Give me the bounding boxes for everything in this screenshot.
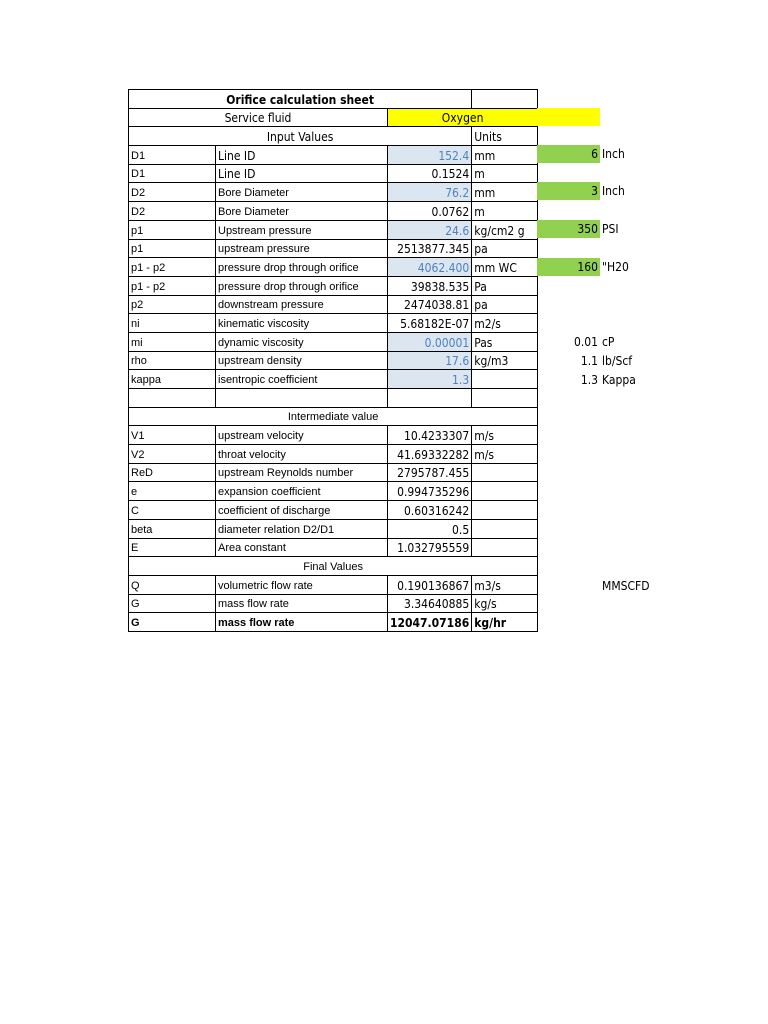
table-row (129, 220, 538, 239)
symbol-cell[interactable]: ni (129, 314, 216, 333)
table-row (129, 332, 538, 351)
value-cell[interactable]: 17.6 (388, 351, 472, 370)
description-cell[interactable]: volumetric flow rate (216, 575, 388, 594)
table-row (129, 202, 538, 221)
cp-unit: cP (602, 335, 615, 349)
empty-cell[interactable] (216, 389, 388, 408)
sheet-title[interactable]: Orifice calculation sheet (129, 90, 472, 109)
symbol-cell[interactable]: D2 (129, 202, 216, 221)
table-row (129, 519, 538, 538)
empty-cell[interactable] (129, 389, 216, 408)
value-cell[interactable]: 0.1524 (388, 164, 472, 183)
table-row (129, 426, 538, 445)
value-cell[interactable]: 12047.07186 (388, 613, 472, 632)
symbol-cell[interactable]: mi (129, 332, 216, 351)
final-values-header-row (129, 557, 538, 576)
table-row (129, 463, 538, 482)
kappa-unit: Kappa (602, 373, 636, 387)
description-cell[interactable]: upstream Reynolds number (216, 463, 388, 482)
symbol-cell[interactable]: e (129, 482, 216, 501)
description-cell[interactable]: expansion coefficient (216, 482, 388, 501)
kappa-value[interactable]: 1.3 (580, 373, 598, 387)
value-cell[interactable]: 0.60316242 (388, 501, 472, 520)
final-values-header[interactable]: Final Values (129, 557, 538, 576)
unit-cell[interactable] (472, 519, 538, 538)
description-cell[interactable]: downstream pressure (216, 295, 388, 314)
unit-cell[interactable] (472, 538, 538, 557)
description-cell[interactable]: upstream density (216, 351, 388, 370)
value-cell[interactable]: 76.2 (388, 183, 472, 202)
value-cell[interactable]: 0.190136867 (388, 575, 472, 594)
unit-cell[interactable]: mm WC (472, 258, 538, 277)
unit-cell[interactable] (472, 482, 538, 501)
description-cell[interactable]: pressure drop through orifice (216, 258, 388, 277)
unit-cell[interactable]: m/s (472, 445, 538, 464)
table-row (129, 183, 538, 202)
service-fluid-label[interactable]: Service fluid (129, 108, 388, 127)
symbol-cell[interactable]: E (129, 538, 216, 557)
symbol-cell[interactable]: D2 (129, 183, 216, 202)
value-cell[interactable]: 2795787.455 (388, 463, 472, 482)
line-id-inch-value[interactable]: 6 (537, 145, 600, 163)
value-cell[interactable]: 10.4233307 (388, 426, 472, 445)
value-cell[interactable]: 24.6 (388, 220, 472, 239)
symbol-cell[interactable]: D1 (129, 146, 216, 165)
symbol-cell[interactable]: rho (129, 351, 216, 370)
symbol-cell[interactable]: G (129, 613, 216, 632)
table-row (129, 276, 538, 295)
value-cell[interactable]: 39838.535 (388, 276, 472, 295)
unit-cell[interactable]: m2/s (472, 314, 538, 333)
service-fluid-extension[interactable] (537, 108, 600, 126)
unit-cell[interactable]: Pa (472, 276, 538, 295)
unit-cell[interactable] (472, 501, 538, 520)
table-row (129, 164, 538, 183)
description-cell[interactable]: isentropic coefficient (216, 370, 388, 389)
input-values-header[interactable]: Input Values (129, 127, 472, 146)
symbol-cell[interactable]: ReD (129, 463, 216, 482)
description-cell[interactable]: upstream pressure (216, 239, 388, 258)
orifice-calculation-table (128, 89, 538, 632)
table-row (129, 239, 538, 258)
unit-cell[interactable]: m (472, 164, 538, 183)
unit-cell[interactable]: pa (472, 295, 538, 314)
table-row (129, 295, 538, 314)
symbol-cell[interactable]: p1 - p2 (129, 258, 216, 277)
value-cell[interactable]: 0.0762 (388, 202, 472, 221)
value-cell[interactable]: 2513877.345 (388, 239, 472, 258)
value-cell[interactable]: 0.5 (388, 519, 472, 538)
table-row (129, 482, 538, 501)
empty-cell[interactable] (472, 389, 538, 408)
symbol-cell[interactable]: V1 (129, 426, 216, 445)
symbol-cell[interactable]: G (129, 594, 216, 613)
mmscfd-label: MMSCFD (602, 579, 650, 593)
description-cell[interactable]: pressure drop through orifice (216, 276, 388, 295)
value-cell[interactable]: 152.4 (388, 146, 472, 165)
lbscf-value[interactable]: 1.1 (580, 354, 598, 368)
bore-inch-unit: Inch (602, 184, 625, 198)
symbol-cell[interactable]: beta (129, 519, 216, 538)
unit-cell[interactable]: mm (472, 146, 538, 165)
symbol-cell[interactable]: p1 - p2 (129, 276, 216, 295)
empty-row (129, 389, 538, 408)
description-cell[interactable]: throat velocity (216, 445, 388, 464)
table-row (129, 146, 538, 165)
table-row (129, 445, 538, 464)
unit-cell[interactable]: pa (472, 239, 538, 258)
description-cell[interactable]: mass flow rate (216, 594, 388, 613)
table-row (129, 370, 538, 389)
symbol-cell[interactable]: V2 (129, 445, 216, 464)
symbol-cell[interactable]: kappa (129, 370, 216, 389)
intermediate-values-header[interactable]: Intermediate value (129, 407, 538, 426)
psi-unit: PSI (602, 222, 619, 236)
value-cell[interactable]: 4062.400 (388, 258, 472, 277)
symbol-cell[interactable]: C (129, 501, 216, 520)
cp-value[interactable]: 0.01 (573, 335, 598, 349)
unit-cell[interactable]: m3/s (472, 575, 538, 594)
value-cell[interactable]: 1.3 (388, 370, 472, 389)
value-cell[interactable]: 2474038.81 (388, 295, 472, 314)
unit-cell[interactable]: m (472, 202, 538, 221)
empty-cell[interactable] (472, 90, 538, 109)
description-cell[interactable]: Area constant (216, 538, 388, 557)
lbscf-unit: lb/Scf (602, 354, 633, 368)
symbol-cell[interactable]: p2 (129, 295, 216, 314)
bore-inch-value[interactable]: 3 (537, 182, 600, 200)
table-row (129, 613, 538, 632)
unit-cell[interactable]: Pas (472, 332, 538, 351)
unit-cell[interactable] (472, 463, 538, 482)
symbol-cell[interactable]: Q (129, 575, 216, 594)
value-cell[interactable]: 1.032795559 (388, 538, 472, 557)
h2o-unit: "H20 (602, 260, 629, 274)
value-cell[interactable]: 0.00001 (388, 332, 472, 351)
description-cell[interactable]: coefficient of discharge (216, 501, 388, 520)
value-cell[interactable]: 41.69332282 (388, 445, 472, 464)
unit-cell[interactable]: kg/hr (472, 613, 538, 632)
psi-value[interactable]: 350 (537, 220, 600, 238)
table-row (129, 594, 538, 613)
units-header[interactable]: Units (472, 127, 538, 146)
empty-cell[interactable] (388, 389, 472, 408)
description-cell[interactable]: dynamic viscosity (216, 332, 388, 351)
table-row (129, 314, 538, 333)
value-cell[interactable]: 5.68182E-07 (388, 314, 472, 333)
symbol-cell[interactable]: p1 (129, 239, 216, 258)
table-row (129, 538, 538, 557)
line-id-inch-unit: Inch (602, 147, 625, 161)
h2o-value[interactable]: 160 (537, 258, 600, 276)
table-row (129, 351, 538, 370)
intermediate-values-header-row (129, 407, 538, 426)
service-fluid-value[interactable]: Oxygen (388, 108, 538, 127)
value-cell[interactable]: 0.994735296 (388, 482, 472, 501)
description-cell[interactable]: kinematic viscosity (216, 314, 388, 333)
description-cell[interactable]: Bore Diameter (216, 183, 388, 202)
unit-cell[interactable]: kg/cm2 g (472, 220, 538, 239)
table-row (129, 258, 538, 277)
table-row (129, 575, 538, 594)
unit-cell[interactable]: kg/s (472, 594, 538, 613)
table-row (129, 501, 538, 520)
description-cell[interactable]: upstream velocity (216, 426, 388, 445)
unit-cell[interactable] (472, 370, 538, 389)
description-cell[interactable]: Line ID (216, 164, 388, 183)
symbol-cell[interactable]: p1 (129, 220, 216, 239)
description-cell[interactable]: Bore Diameter (216, 202, 388, 221)
unit-cell[interactable]: mm (472, 183, 538, 202)
unit-cell[interactable]: m/s (472, 426, 538, 445)
unit-cell[interactable]: kg/m3 (472, 351, 538, 370)
value-cell[interactable]: 3.34640885 (388, 594, 472, 613)
description-cell[interactable]: diameter relation D2/D1 (216, 519, 388, 538)
description-cell[interactable]: mass flow rate (216, 613, 388, 632)
description-cell[interactable]: Upstream pressure (216, 220, 388, 239)
symbol-cell[interactable]: D1 (129, 164, 216, 183)
description-cell[interactable]: Line ID (216, 146, 388, 165)
